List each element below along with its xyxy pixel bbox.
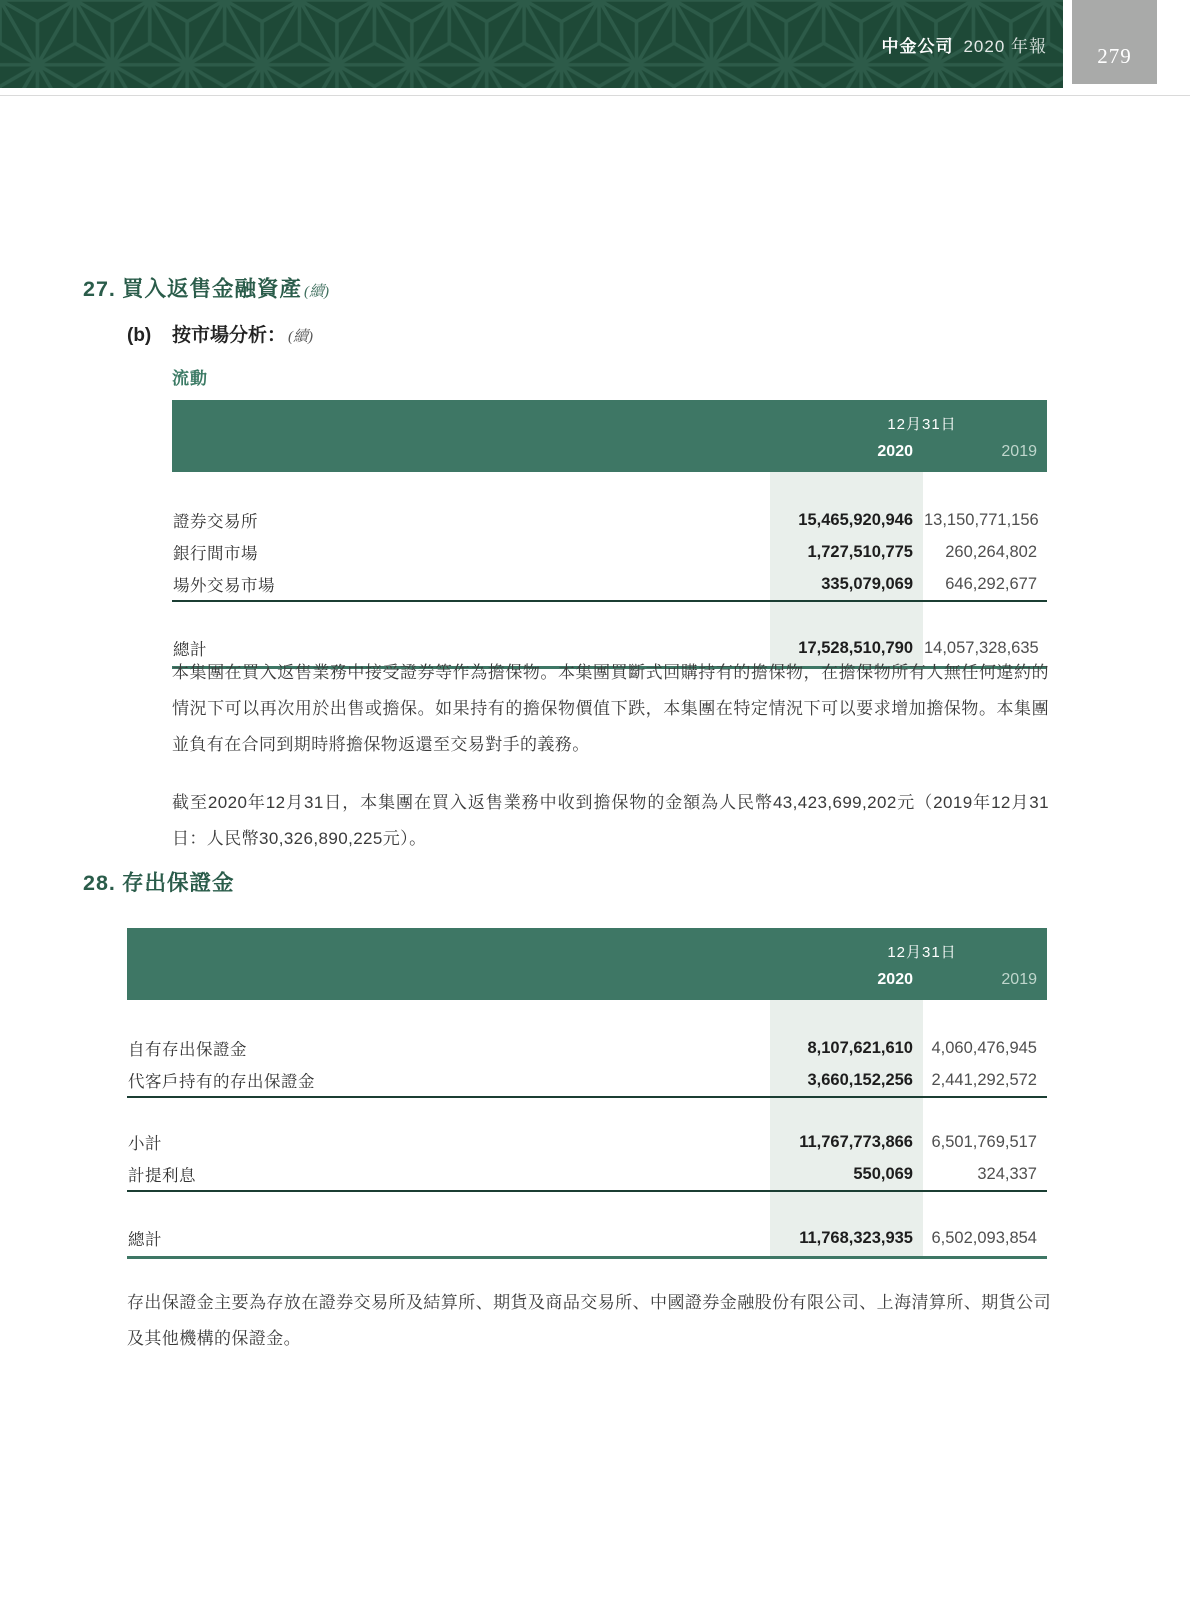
column-header-2020: 2020 [770,439,923,472]
table-caption-current: 流動 [172,369,208,388]
page-number: 279 [1097,44,1132,68]
total-row [127,1220,1047,1258]
row-label: 場外交易市場 [172,568,770,601]
section-number: 27. [83,277,116,301]
spacer-row [127,1097,1047,1126]
value-2019: 646,292,677 [923,568,1047,601]
total-label: 總計 [172,630,770,668]
total-2020: 11,768,323,935 [770,1220,923,1258]
empty-header-cell [172,400,770,439]
section-28-heading [83,866,235,897]
value-2020: 550,069 [770,1158,923,1191]
spacer-row [172,601,1047,630]
empty-header-cell [127,928,770,967]
value-2019: 2,441,292,572 [923,1064,1047,1097]
table-row [172,536,1047,568]
page-number-box [1072,0,1157,84]
continued-note: (續) [304,284,330,300]
value-2019: 260,264,802 [945,542,1037,561]
date-header: 12月31日 [770,400,1047,439]
deposits-paragraph: 存出保證金主要為存放在證券交易所及結算所、期貨及商品交易所、中國證券金融股份有限公司、上海清算所、期貨公司及其他機構的保證金。 [127,1293,1051,1348]
value-2019: 324,337 [923,1158,1047,1191]
value-2020: 11,767,773,866 [770,1126,923,1158]
value-2019: 4,060,476,945 [931,1038,1037,1057]
value-2020: 335,079,069 [770,568,923,601]
value-2019: 13,150,771,156 [924,510,1039,529]
section-number: 28. [83,871,116,895]
subsection-tag: (b) [127,325,152,346]
table-header [127,928,1047,1000]
header-banner [0,0,1063,88]
banner-title [881,0,1047,88]
total-2020: 17,528,510,790 [770,630,923,668]
report-title: 2020 年報 [963,36,1047,56]
empty-header-cell [127,967,770,1000]
total-2019: 6,502,093,854 [923,1220,1047,1258]
continued-note: (續) [288,329,314,345]
table-row [127,1032,1047,1064]
subsection-title: 按市場分析： [172,325,287,346]
header-divider [0,95,1190,96]
value-2020: 8,107,621,610 [770,1032,923,1064]
spacer-row [127,1000,1047,1032]
row-label: 小計 [128,1135,162,1153]
table-row [127,1126,1047,1158]
spacer-row [172,472,1047,504]
column-header-2019: 2019 [923,439,1047,472]
total-label: 總計 [127,1220,770,1258]
section-27-heading [83,272,329,303]
collateral-paragraph: 本集團在買入返售業務中接受證券等作為擔保物。本集團買斷式回購持有的擔保物，在擔保物所有人無任何違約的情況下可以再次用於出售或擔保。如果持有的擔保物價值下跌，本集團在特定情況下可以要求增加擔保物。本集團並負有在合同到期時將擔保物返還至交易對手的義務。 [172,663,1049,754]
table-header [172,400,1047,472]
value-2020: 1,727,510,775 [770,536,923,568]
empty-header-cell [172,439,770,472]
collateral-amount-paragraph: 截至2020年12月31日，本集團在買入返售業務中收到擔保物的金額為人民幣43,423,699,202元（2019年12月31日：人民幣30,326,890,225元）。 [172,793,1049,848]
row-label: 計提利息 [127,1158,770,1191]
table-row [127,1064,1047,1097]
table-row [172,504,1047,536]
column-header-2019: 2019 [923,967,1047,1000]
table-row [172,568,1047,601]
row-label: 證券交易所 [173,513,258,531]
subsection-b-heading [127,320,313,347]
section-title: 買入返售金融資產 [122,277,303,301]
market-analysis-table [172,400,1047,669]
value-2020: 3,660,152,256 [770,1064,923,1097]
total-2019: 14,057,328,635 [923,630,1047,668]
row-label: 自有存出保證金 [128,1041,247,1059]
spacer-row [127,1191,1047,1220]
date-header: 12月31日 [770,928,1047,967]
company-name: 中金公司 [881,36,954,56]
column-header-2020: 2020 [770,967,923,1000]
table-row [127,1158,1047,1191]
deposits-table [127,928,1047,1259]
value-2020: 15,465,920,946 [770,504,923,536]
value-2019: 6,501,769,517 [931,1132,1037,1151]
section-title: 存出保證金 [122,871,235,895]
row-label: 代客戶持有的存出保證金 [127,1064,770,1097]
row-label: 銀行間市場 [173,545,258,563]
